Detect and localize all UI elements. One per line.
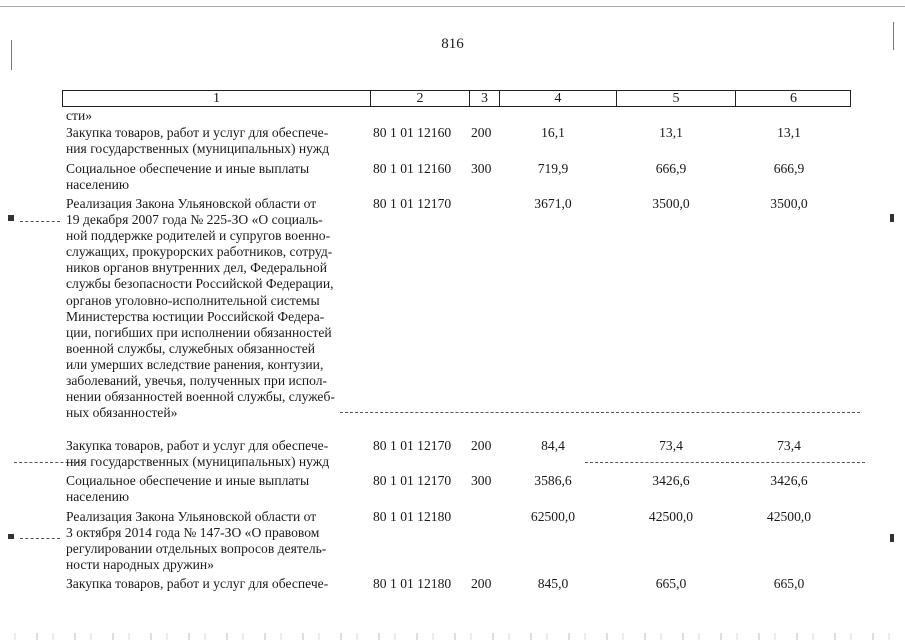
amount-col6: 3500,0 — [770, 196, 808, 211]
amount-col6: 13,1 — [777, 125, 801, 140]
target-article-code: 80 1 01 12170 — [373, 196, 452, 211]
amount-col4: 62500,0 — [530, 509, 576, 524]
margin-mark-right-2 — [890, 534, 894, 542]
amount-col5: 666,9 — [655, 161, 687, 176]
margin-mark-left-1 — [8, 215, 14, 221]
row-description — [66, 576, 362, 592]
scan-dash-line-4 — [585, 462, 865, 464]
column-header: 5 — [616, 91, 735, 106]
row-description — [66, 108, 362, 124]
target-article-code: 80 1 01 12160 — [373, 125, 452, 140]
description-line: 19 декабря 2007 года № 225-ЗО «О социаль- — [66, 212, 323, 228]
description-line: ных обязанностей» — [66, 405, 178, 421]
description-line: ности народных дружин» — [66, 557, 214, 573]
description-line: служащих, прокурорских работников, сотруд- — [66, 244, 333, 260]
description-line: ной поддержке родителей и супругов военно- — [66, 228, 331, 244]
description-line: ников органов внутренних дел, Федеральной — [66, 260, 327, 276]
target-article-code: 80 1 01 12180 — [373, 576, 452, 591]
table-header-row — [62, 90, 851, 107]
target-article-code: 80 1 01 12170 — [373, 473, 452, 488]
amount-col4: 845,0 — [537, 576, 569, 591]
target-article-code: 80 1 01 12180 — [373, 509, 452, 524]
description-line: Закупка товаров, работ и услуг для обеспече- — [66, 125, 329, 140]
scan-noise-bottom — [0, 633, 905, 640]
amount-col4: 3586,6 — [534, 473, 572, 488]
description-line: Социальное обеспечение и иные выплаты — [66, 161, 310, 176]
row-description — [66, 161, 362, 193]
description-line: заболеваний, увечья, полученных при испол- — [66, 373, 328, 389]
row-description — [66, 438, 362, 470]
amount-col6: 666,9 — [773, 161, 805, 176]
amount-col5: 13,1 — [659, 125, 683, 140]
amount-col6: 665,0 — [773, 576, 805, 591]
row-description — [66, 509, 362, 573]
column-header: 1 — [213, 91, 220, 106]
target-article-code: 80 1 01 12170 — [373, 438, 452, 453]
description-line: сти» — [66, 108, 93, 123]
description-line: органов уголовно-исполнительной системы — [66, 292, 320, 308]
description-line: Министерства юстиции Российской Федера- — [66, 308, 325, 324]
column-header: 3 — [469, 91, 499, 106]
column-header: 2 — [370, 91, 469, 106]
description-line: Закупка товаров, работ и услуг для обеспече- — [66, 438, 329, 453]
target-article-code: 80 1 01 12160 — [373, 161, 452, 176]
row-description — [66, 473, 362, 505]
expense-type-code: 300 — [471, 161, 492, 176]
row-description — [66, 125, 362, 157]
column-header: 4 — [499, 91, 616, 106]
amount-col5: 665,0 — [655, 576, 687, 591]
description-line: 3 октября 2014 года № 147-ЗО «О правовом — [66, 525, 320, 541]
amount-col5: 3500,0 — [652, 196, 690, 211]
description-line: населению — [66, 489, 130, 505]
description-line: ния государственных (муниципальных) нужд — [66, 141, 330, 157]
description-line: или умерших вследствие ранения, контузии, — [66, 356, 324, 372]
scan-dash-line-2 — [340, 412, 860, 414]
amount-col5: 3426,6 — [652, 473, 690, 488]
description-line: Закупка товаров, работ и услуг для обеспече- — [66, 576, 329, 591]
description-line: военной службы, служебных обязанностей — [66, 340, 316, 356]
description-line: Реализация Закона Ульяновской области от — [66, 509, 317, 524]
amount-col4: 84,4 — [541, 438, 565, 453]
amount-col6: 3426,6 — [770, 473, 808, 488]
description-line: нении обязанностей военной службы, служеб- — [66, 389, 335, 405]
row-description — [66, 196, 362, 421]
amount-col5: 73,4 — [659, 438, 683, 453]
description-line: Реализация Закона Ульяновской области от — [66, 196, 317, 211]
margin-mark-left-2 — [8, 534, 14, 539]
description-line: населению — [66, 177, 130, 193]
amount-col5: 42500,0 — [648, 509, 694, 524]
description-line: ния государственных (муниципальных) нужд — [66, 454, 330, 470]
amount-col4: 3671,0 — [534, 196, 572, 211]
page-number: 816 — [441, 36, 464, 52]
description-line: ции, погибших при исполнении обязанностей — [66, 324, 332, 340]
expense-type-code: 300 — [471, 473, 492, 488]
amount-col4: 719,9 — [537, 161, 569, 176]
description-line: службы безопасности Российской Федерации, — [66, 276, 334, 292]
description-line: регулировании отдельных вопросов деятель- — [66, 541, 327, 557]
expense-type-code: 200 — [471, 125, 492, 140]
amount-col4: 16,1 — [541, 125, 565, 140]
column-header: 6 — [735, 91, 851, 106]
scan-frame-top — [0, 6, 905, 7]
scan-dash-line-5 — [20, 538, 60, 540]
amount-col6: 42500,0 — [766, 509, 812, 524]
expense-type-code: 200 — [471, 576, 492, 591]
description-line: Социальное обеспечение и иные выплаты — [66, 473, 310, 488]
scan-dash-line-1 — [20, 221, 60, 223]
margin-mark-right-1 — [890, 214, 894, 222]
expense-type-code: 200 — [471, 438, 492, 453]
amount-col6: 73,4 — [777, 438, 801, 453]
